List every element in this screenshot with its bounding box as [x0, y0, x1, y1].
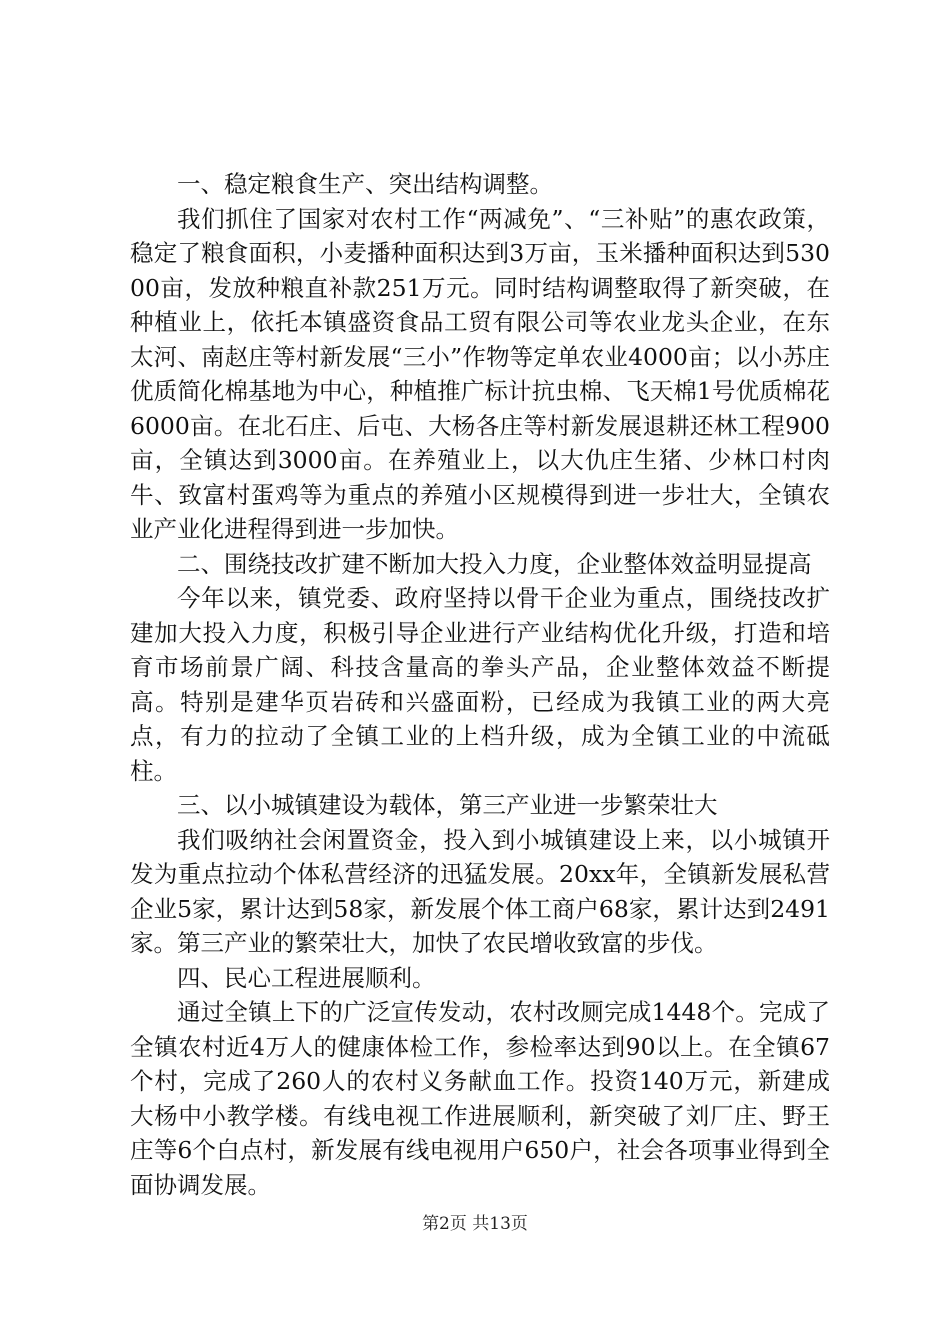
page-number-footer: 第2页 共13页 — [422, 1214, 528, 1234]
paragraph-section-3: 我们吸纳社会闲置资金，投入到小城镇建设上来，以小城镇开发为重点拉动个体私营经济的迅猛发展。20xx年，全镇新发展私营企业5家，累计达到58家，新发展个体工商户68家，累计达到2491家。第三产业的繁荣壮大，加快了农民增收致富的步伐。 — [130, 825, 830, 957]
paragraph-section-1: 我们抓住了国家对农村工作“两减免”、“三补贴”的惠农政策，稳定了粮食面积，小麦播种面积达到3万亩，玉米播种面积达到53000亩，发放种粮直补款251万元。同时结构调整取得了新突破，在种植业上，依托本镇盛资食品工贸有限公司等农业龙头企业，在东太河、南赵庄等村新发展“三小”作物等定单农业4000亩；以小苏庄优质简化棉基地为中心，种植推广标计抗虫棉、飞天棉1号优质棉花6000亩。在北石庄、后屯、大杨各庄等村新发展退耕还林工程900亩，全镇达到3000亩。在养殖业上，以大仇庄生猪、少林口村肉牛、致富村蛋鸡等为重点的养殖小区规模得到进一步壮大，全镇农业产业化进程得到进一步加快。 — [130, 204, 830, 543]
heading-section-4: 四、民心工程进展顺利。 — [177, 963, 436, 992]
heading-section-2: 二、围绕技改扩建不断加大投入力度，企业整体效益明显提高 — [177, 549, 812, 578]
paragraph-section-2: 今年以来，镇党委、政府坚持以骨干企业为重点，围绕技改扩建加大投入力度，积极引导企业进行产业结构优化升级，打造和培育市场前景广阔、科技含量高的拳头产品，企业整体效益不断提高。特别是建华页岩砖和兴盛面粉，已经成为我镇工业的两大亮点，有力的拉动了全镇工业的上档升级，成为全镇工业的中流砥柱。 — [130, 584, 830, 785]
document-body — [130, 167, 830, 1202]
heading-section-3: 三、以小城镇建设为载体，第三产业进一步繁荣壮大 — [177, 791, 718, 819]
paragraph-section-4: 通过全镇上下的广泛宣传发动，农村改厕完成1448个。完成了全镇农村近4万人的健康体检工作，参检率达到90以上。在全镇67个村，完成了260人的农村义务献血工作。投资140万元，新建成大杨中小教学楼。有线电视工作进展顺利，新突破了刘厂庄、野王庄等6个白点村，新发展有线电视用户650户，社会各项事业得到全面协调发展。 — [130, 998, 830, 1199]
heading-section-1: 一、稳定粮食生产、突出结构调整。 — [177, 170, 553, 198]
